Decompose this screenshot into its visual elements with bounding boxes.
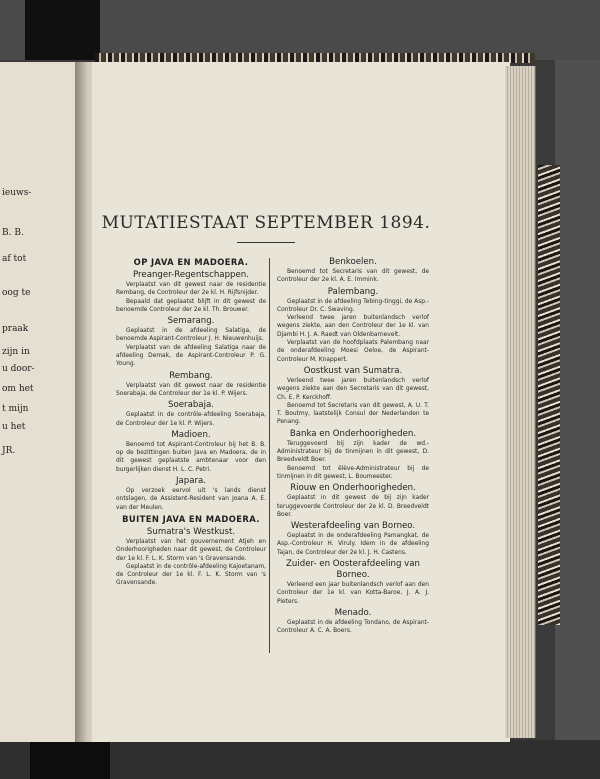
left-page-fragment: om het xyxy=(2,384,34,394)
left-page-fragment: B. B. xyxy=(2,228,24,238)
section-heading: Riouw en Onderhoorigheden. xyxy=(290,483,416,494)
section-heading: Preanger-Regentschappen. xyxy=(133,270,249,280)
section-heading: Banka en Onderhoorigheden. xyxy=(289,428,417,439)
entry-paragraph: Geplaatst in de contrôle-afdeeling Kajoetanam, de Controleur der 1e kl. F. L. K. Storm van 's Gravensande. xyxy=(116,563,266,587)
entry-paragraph: Verplaatst van de afdeeling Salatiga naar de afdeeling Demak, de Aspirant-Controleur P. G. Young. xyxy=(116,344,266,368)
section-heading: BUITEN JAVA EN MADOERA. xyxy=(122,513,260,524)
entry-paragraph: Verleend twee jaren buitenlandsch verlof wegens ziekte, aan den Controleur der 1e kl. van Djambi H. J. A. Raedt van Oldenbarnevelt. xyxy=(277,315,429,338)
left-page xyxy=(0,62,80,742)
section-heading: Oostkust van Sumatra. xyxy=(303,365,403,376)
entry-paragraph: Geplaatst in de onderafdeeling Pamangkat, de Asp.-Controleur H. Viruly. Idem in de afdeeling Tajan, de Controleur der 2e kl. J. H. Castens. xyxy=(277,533,429,556)
entry-paragraph: Verplaatst van dit gewest naar de residentie Soerabaja, de Controleur der 1e kl. P. Wijers. xyxy=(116,382,266,397)
left-page-fragment: u door- xyxy=(2,364,35,374)
entry-paragraph: Teruggevoerd bij zijn kader de wd.-Administrateur bij de tinmijnen in dit gewest, D. Breedveldt Boer. xyxy=(277,440,429,464)
background-right xyxy=(555,60,600,740)
left-page-fragment: u het xyxy=(2,422,26,432)
entry-paragraph: Geplaatst in de afdeeling Tebing-tinggi, de Asp.-Controleur Dr. C. Swaving. xyxy=(277,298,429,313)
section-heading: Rembang. xyxy=(169,370,213,381)
marbled-cover-edge xyxy=(538,165,560,625)
entry-paragraph: Verplaatst van het gouvernement Atjeh en Onderhoorigheden naar dit gewest, de Controleur der 1e kl. F. L. K. Storm van 's Gravensande. xyxy=(116,538,266,562)
section-heading: Japara. xyxy=(175,476,207,487)
entry-paragraph: Benoemd tot Secretaris van dit gewest, de Controleur der 2e kl. A. E. Immink. xyxy=(277,269,429,284)
entry-paragraph: Op verzoek eervol uit 's lands dienst ontslagen, de Assistent-Resident van Joana A. E. van der Meulen. xyxy=(116,488,266,511)
section-heading: Semarang. xyxy=(167,316,215,327)
section-heading: Zuider- en Oosterafdeeling van Borneo. xyxy=(286,559,420,581)
left-page-fragment: zijn in xyxy=(2,347,30,357)
left-page-fragment: ieuws- xyxy=(2,188,32,198)
left-page-fragment: JR. xyxy=(2,446,16,456)
column-divider xyxy=(269,258,270,653)
page-edges xyxy=(505,66,536,738)
left-page-fragment: oog te xyxy=(2,288,31,298)
title-rule xyxy=(237,242,295,243)
entry-paragraph: Geplaatst in de contrôle-afdeeling Soerabaja, de Controleur der 1e kl. P. Wijers. xyxy=(116,412,266,427)
left-page-fragment: af tot xyxy=(2,254,27,264)
entry-paragraph: Verplaatst van de hoofdplaats Palembang naar de onderafdeeling Moesi Oeloe, de Aspirant-Controleur M. Knappert. xyxy=(277,340,429,363)
entry-paragraph: Verleend een jaar buitenlandsch verlof aan den Controleur der 1e kl. van Kotta-Baroe, J. A. J. Pieters. xyxy=(277,582,429,605)
section-heading: OP JAVA EN MADOERA. xyxy=(133,257,249,267)
entry-paragraph: Geplaatst in dit gewest de bij zijn kader teruggevoerde Controleur der 2e kl. D. Breedveldt Boer. xyxy=(277,495,429,518)
section-heading: Westerafdeeling van Borneo. xyxy=(290,521,416,532)
section-heading: Menado. xyxy=(334,607,372,618)
page-title: MUTATIESTAAT SEPTEMBER 1894. xyxy=(101,213,431,233)
section-heading: Sumatra's Westkust. xyxy=(146,526,236,537)
section-heading: Benkoelen. xyxy=(329,257,377,267)
entry-paragraph: Geplaatst in de afdeeling Salatiga, de benoemde Aspirant-Controleur J. H. Nieuwenhuijs. xyxy=(116,328,266,343)
entry-paragraph: Benoemd tot Secretaris van dit gewest, A. U. T. T. Boutmy, laatstelijk Consul der Nederlanden te Penang. xyxy=(277,402,429,426)
entry-paragraph: Benoemd tot êlève-Administrateur bij de tinmijnen in dit gewest, L. Boumeester. xyxy=(277,465,429,480)
right-column xyxy=(277,255,429,636)
left-column xyxy=(116,255,266,588)
background-bottom-strip xyxy=(30,740,110,779)
entry-paragraph: Geplaatst in de afdeeling Tondano, de Aspirant-Controleur A. C. A. Boers. xyxy=(277,619,429,635)
left-page-fragment: praak xyxy=(2,324,29,334)
section-heading: Madioen. xyxy=(171,429,211,440)
background-dark-strip xyxy=(25,0,100,60)
left-page-fragment: t mijn xyxy=(2,404,29,414)
entry-paragraph: Verplaatst van dit gewest naar de residentie Rembang, de Controleur der 2e kl. H. Rijfsnijder. xyxy=(116,282,266,297)
entry-paragraph: Benoemd tot Aspirant-Controleur bij het B. B. op de bezittingen buiten Java en Madoera, de in dit gewest geplaatste ambtenaar voor den burgerlijken dienst H. L. C. Petri. xyxy=(116,441,266,473)
entry-paragraph: Bepaald dat geplaatst blijft in dit gewest de benoemde Controleur der 2e kl. Th. Brouwer. xyxy=(116,298,266,313)
entry-paragraph: Verleend twee jaren buitenlandsch verlof wegens ziekte aan den Secretaris van dit gewest, Ch. E. P. Kerckhoff. xyxy=(277,377,429,401)
section-heading: Soerabaja. xyxy=(168,400,214,411)
section-heading: Palembang. xyxy=(327,286,379,297)
